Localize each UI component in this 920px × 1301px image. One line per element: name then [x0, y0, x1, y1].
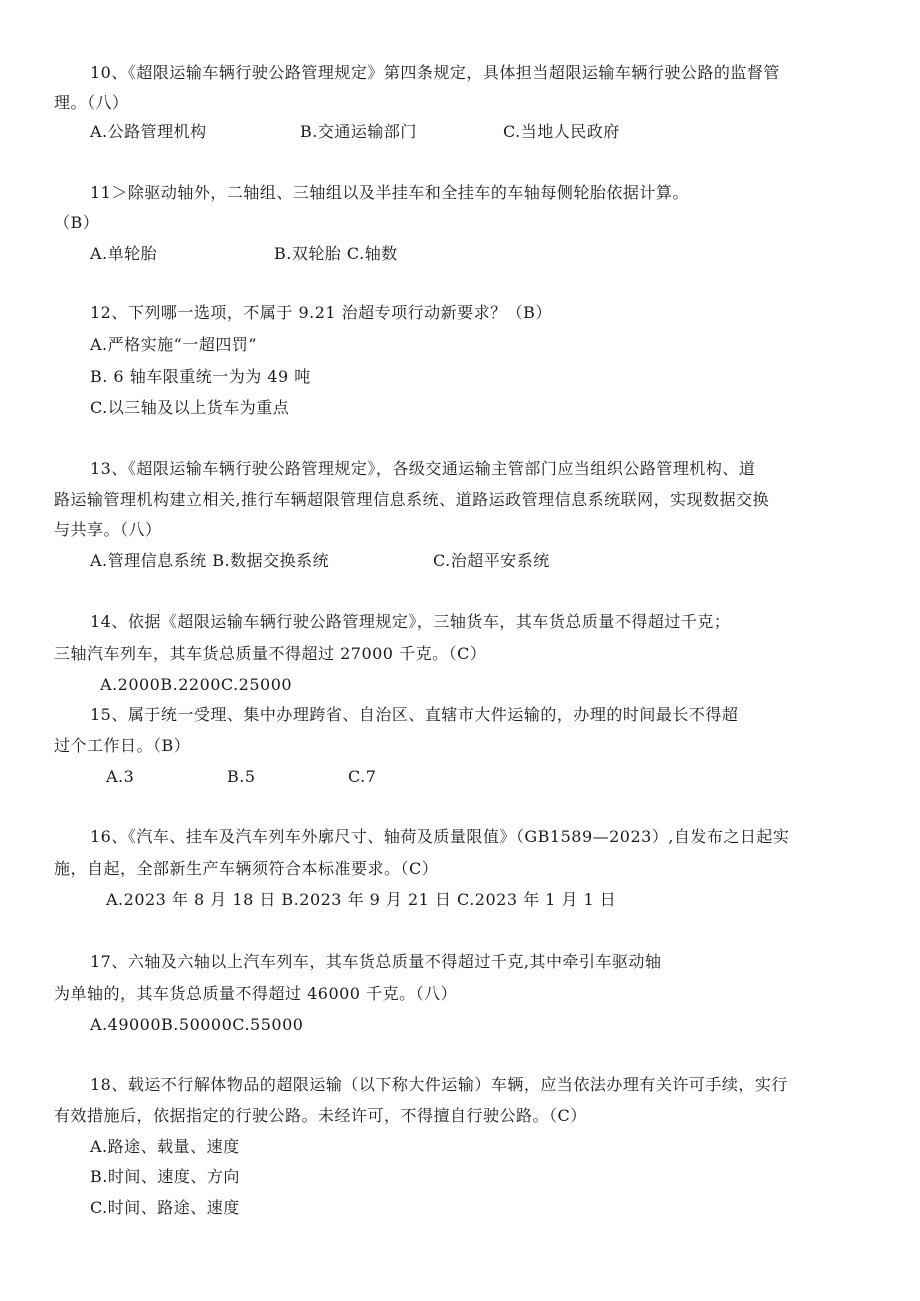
q10-line2: 理。（八）	[54, 93, 129, 112]
q15-option-c: C.7	[348, 767, 377, 786]
q10-option-b: B.交通运输部门	[300, 122, 417, 141]
q10-option-a: A.公路管理机构	[90, 122, 207, 141]
q17-line1: 17、六轴及六轴以上汽车列车，其车货总质量不得超过千克,其中牵引车驱动轴	[90, 952, 662, 971]
q18-option-b: B.时间、速度、方向	[90, 1167, 240, 1186]
q13-line3: 与共享。（八）	[54, 520, 162, 539]
q16-line1: 16、《汽车、挂车及汽车列车外廓尺寸、轴荷及质量限值》（GB1589—2023）,自发布之日起实	[90, 827, 790, 846]
q18-option-a: A.路途、载量、速度	[90, 1137, 240, 1156]
q13-option-c: C.治超平安系统	[433, 551, 550, 570]
q14-options: A.2000B.2200C.25000	[100, 675, 293, 694]
q18-line1: 18、载运不行解体物品的超限运输（以下称大件运输）车辆，应当依法办理有关许可手续，实行	[90, 1075, 788, 1094]
q17-options: A.49000B.50000C.55000	[90, 1015, 304, 1034]
q13-line2: 路运输管理机构建立相关,推行车辆超限管理信息系统、道路运政管理信息系统联网，实现数据交换	[54, 490, 770, 509]
q18-option-c: C.时间、路途、速度	[90, 1198, 240, 1217]
q15-option-b: B.5	[227, 767, 256, 786]
q14-line1: 14、依据《超限运输车辆行驶公路管理规定》，三轴货车，其车货总质量不得超过千克；	[90, 612, 731, 631]
q13-line1: 13、《超限运输车辆行驶公路管理规定》，各级交通运输主管部门应当组织公路管理机构、道	[90, 459, 756, 478]
q14-line2: 三轴汽车列车，其车货总质量不得超过 27000 千克。（C）	[54, 644, 487, 663]
q13-option-ab: A.管理信息系统 B.数据交换系统	[90, 551, 330, 570]
q11-line1: 11＞除驱动轴外，二轴组、三轴组以及半挂车和全挂车的车轴每侧轮胎依据计算。	[90, 183, 689, 202]
q17-line2: 为单轴的，其车货总质量不得超过 46000 千克。（八）	[54, 984, 458, 1003]
q12-option-c: C.以三轴及以上货车为重点	[90, 398, 290, 417]
q16-options: A.2023 年 8 月 18 日 B.2023 年 9 月 21 日 C.2023 年 1 月 1 日	[106, 890, 617, 909]
q11-line2: （B）	[54, 213, 100, 232]
q12-option-a: A.严格实施“一超四罚”	[90, 335, 258, 354]
q16-line2: 施，自起，全部新生产车辆须符合本标准要求。（C）	[54, 859, 439, 878]
q15-line1: 15、属于统一受理、集中办理跨省、自治区、直辖市大件运输的，办理的时间最长不得超	[90, 705, 739, 724]
q12-option-b: B. 6 轴车限重统一为为 49 吨	[90, 367, 311, 386]
q11-option-a: A.单轮胎	[90, 244, 158, 263]
q18-line2: 有效措施后，依据指定的行驶公路。未经许可，不得擅自行驶公路。（C）	[54, 1106, 587, 1125]
q11-option-bc: B.双轮胎 C.轴数	[274, 244, 398, 263]
q10-option-c: C.当地人民政府	[503, 122, 620, 141]
q10-line1: 10、《超限运输车辆行驶公路管理规定》第四条规定，具体担当超限运输车辆行驶公路的监督管	[90, 63, 780, 82]
q12-line1: 12、下列哪一选项，不属于 9.21 治超专项行动新要求？（B）	[90, 303, 552, 322]
q15-line2: 过个工作日。（B）	[54, 736, 191, 755]
q15-option-a: A.3	[106, 767, 135, 786]
